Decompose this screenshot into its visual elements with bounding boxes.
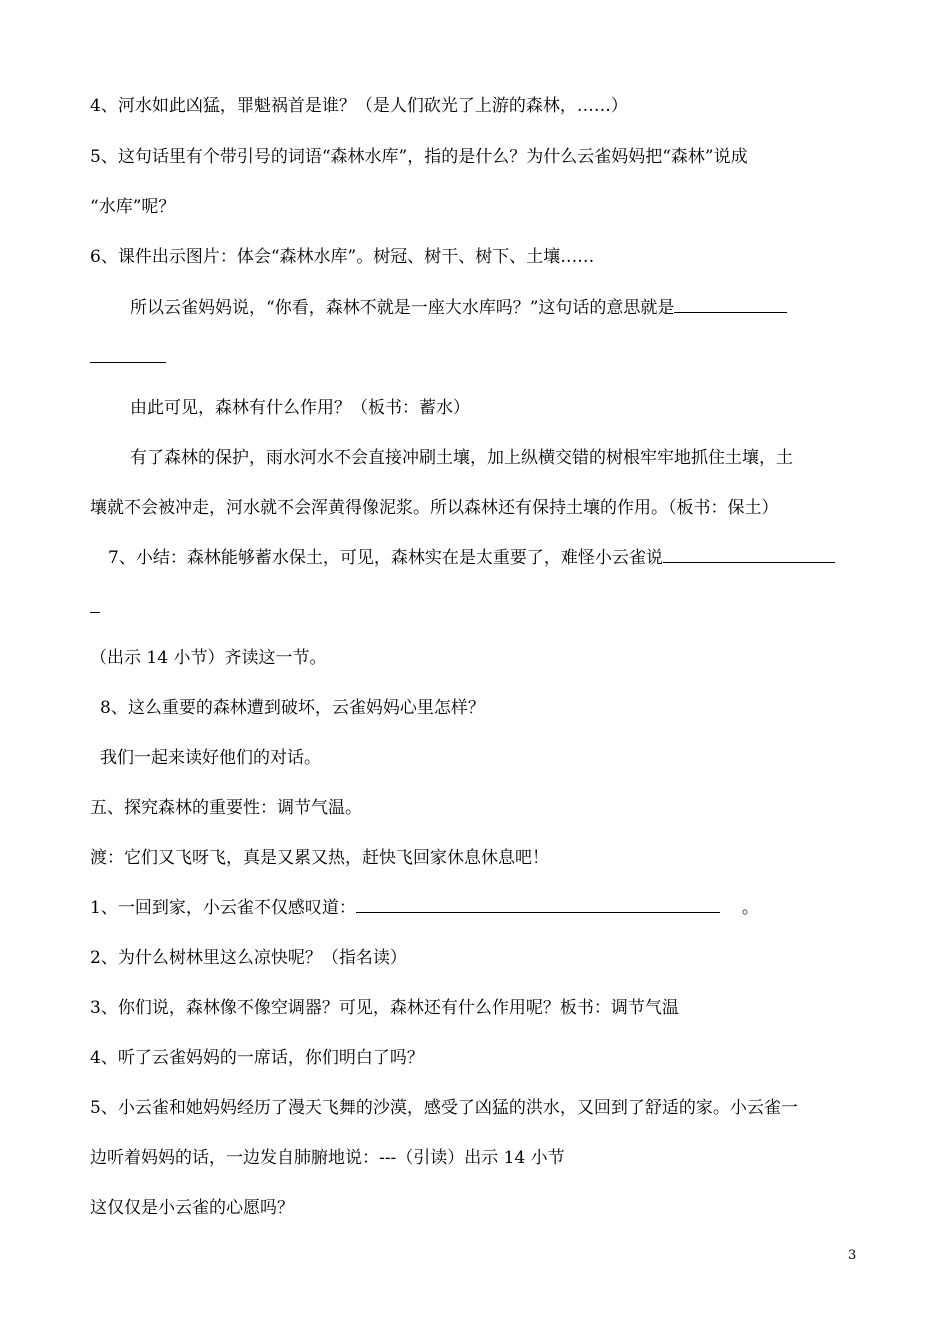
text-line-5: [130, 296, 787, 320]
text-line-1: 4、河水如此凶猛，罪魁祸首是谁？（是人们砍光了上游的森林，……）: [90, 96, 628, 116]
text-line-13: 8、这么重要的森林遭到破坏，云雀妈妈心里怎样？: [100, 698, 485, 718]
text-line-17-tail: 。: [741, 898, 759, 918]
text-line-4: 6、课件出示图片：体会“森林水库”。树冠、树干、树下、土壤……: [90, 247, 595, 267]
text-line-12: （出示 14 小节）齐读这一节。: [90, 648, 327, 668]
text-line-11: [90, 596, 100, 620]
text-line-5-content: 所以云雀妈妈说，“你看，森林不就是一座大水库吗？”这句话的意思就是: [130, 298, 675, 318]
page-number: 3: [848, 1248, 857, 1263]
answer-blank: [674, 296, 787, 313]
text-line-9: 壤就不会被冲走，河水就不会浑黄得像泥浆。所以森林还有保持土壤的作用。（板书：保土）: [90, 498, 779, 518]
text-line-7: 由此可见，森林有什么作用？（板书：蓄水）: [130, 398, 470, 418]
text-line-18: 2、为什么树林里这么凉快呢？（指名读）: [90, 948, 407, 968]
text-line-6: [90, 346, 166, 370]
text-line-10-content: 7、小结：森林能够蓄水保土，可见，森林实在是太重要了，难怪小云雀说: [108, 548, 663, 568]
text-line-21: 5、小云雀和她妈妈经历了漫天飞舞的沙漠，感受了凶猛的洪水，又回到了舒适的家。小云雀一: [90, 1098, 798, 1118]
text-line-16: 渡：它们又飞呀飞，真是又累又热，赶快飞回家休息休息吧！: [90, 848, 549, 868]
text-line-14: 我们一起来读好他们的对话。: [100, 748, 321, 768]
text-line-22: 边听着妈妈的话，一边发自肺腑地说：---（引读）出示 14 小节: [90, 1148, 565, 1168]
text-line-20: 4、听了云雀妈妈的一席话，你们明白了吗？: [90, 1048, 424, 1068]
answer-blank: [663, 546, 835, 563]
answer-blank-continued: [90, 346, 166, 363]
text-line-19: 3、你们说，森林像不像空调器？可见，森林还有什么作用呢？板书：调节气温: [90, 998, 679, 1018]
answer-blank-continued: [90, 596, 100, 613]
answer-blank: [356, 896, 720, 913]
text-line-17: [90, 896, 759, 920]
text-line-17-content: 1、一回到家，小云雀不仅感叹道：: [90, 898, 356, 918]
text-line-2: 5、这句话里有个带引号的词语“森林水库”，指的是什么？为什么云雀妈妈把“森林”说成: [90, 147, 748, 167]
text-line-23: 这仅仅是小云雀的心愿吗？: [90, 1198, 294, 1218]
text-line-8: 有了森林的保护，雨水河水不会直接冲刷土壤，加上纵横交错的树根牢牢地抓住土壤，土: [130, 448, 793, 468]
text-line-10: [108, 546, 835, 570]
text-line-3: “水库”呢？: [90, 197, 176, 217]
section-heading: 五、探究森林的重要性：调节气温。: [90, 798, 362, 818]
